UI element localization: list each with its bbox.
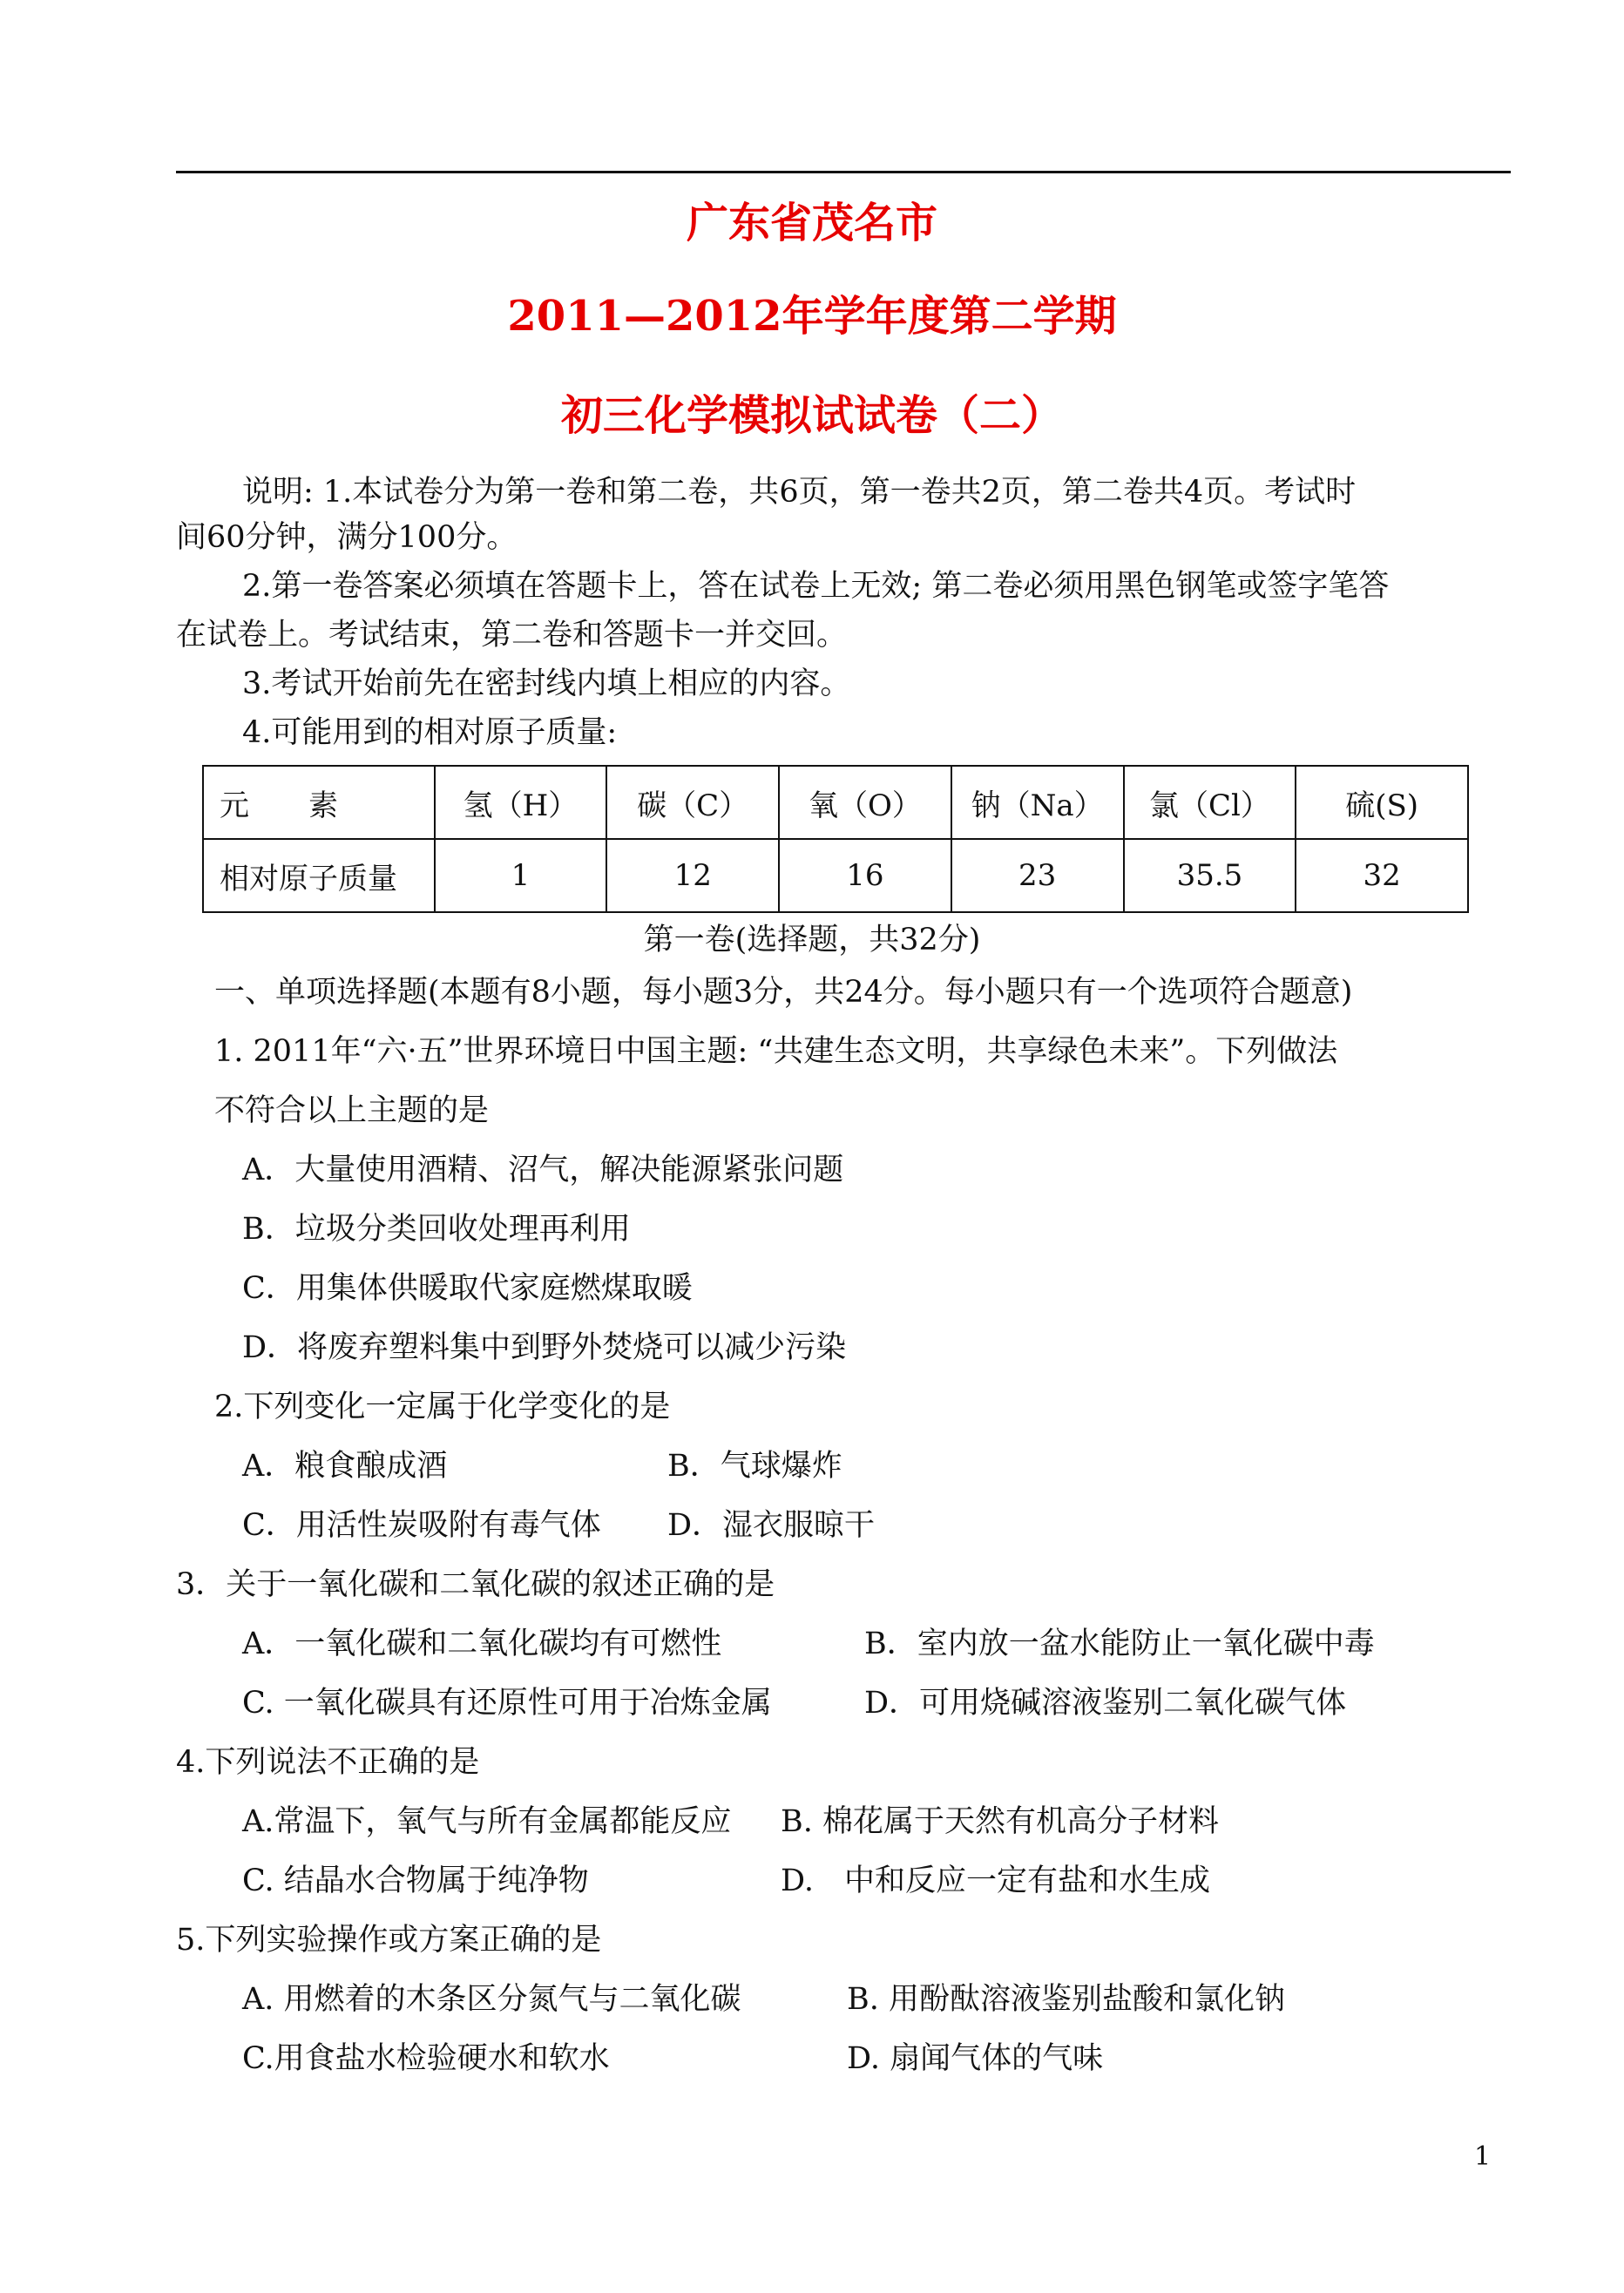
table-header-mass: 相对原子质量 (203, 839, 435, 912)
page-number: 1 (1474, 2141, 1492, 2172)
table-cell: 23 (951, 839, 1124, 912)
question-3-stem: 3．关于一氧化碳和二氧化碳的叙述正确的是 (176, 1567, 775, 1602)
question-1-stem: 1. 2011年“六·五”世界环境日中国主题: “共建生态文明，共享绿色未来”。下列做法 (214, 1034, 1338, 1069)
table-cell: 32 (1296, 839, 1468, 912)
part-title: 一、单项选择题(本题有8小题，每小题3分，共24分。每小题只有一个选项符合题意) (214, 975, 1353, 1010)
note-1b: 间60分钟，满分100分。 (176, 520, 518, 555)
title-term: 2011—2012年学年度第二学期 (507, 292, 1117, 341)
table-cell: 氢（H） (435, 766, 607, 839)
title-city: 广东省茂名市 (686, 199, 937, 247)
question-4-option-b: B. 棉花属于天然有机高分子材料 (781, 1804, 1219, 1839)
question-1-option-a: A．大量使用酒精、沼气，解决能源紧张问题 (242, 1153, 844, 1187)
question-4-option-a: A.常温下，氧气与所有金属都能反应 (242, 1804, 732, 1839)
title-exam: 初三化学模拟试试卷（二） (560, 391, 1063, 440)
note-4: 4.可能用到的相对原子质量: (242, 715, 618, 750)
table-cell: 氧（O） (779, 766, 951, 839)
table-cell: 钠（Na） (951, 766, 1124, 839)
note-1a: 说明: 1.本试卷分为第一卷和第二卷，共6页，第一卷共2页，第二卷共4页。考试时 (242, 475, 1357, 510)
question-5-option-a: A. 用燃着的木条区分氮气与二氧化碳 (242, 1982, 741, 2017)
question-2-option-b: B．气球爆炸 (667, 1449, 842, 1484)
question-3-option-b: B．室内放一盆水能防止一氧化碳中毒 (864, 1627, 1375, 1661)
table-row (203, 766, 1468, 839)
question-1-option-c: C．用集体供暖取代家庭燃煤取暖 (242, 1271, 693, 1306)
atomic-mass-table (202, 765, 1469, 913)
question-5-option-b: B. 用酚酞溶液鉴别盐酸和氯化钠 (847, 1982, 1285, 2017)
table-cell: 硫(S) (1296, 766, 1468, 839)
question-5-option-c: C.用食盐水检验硬水和软水 (242, 2041, 610, 2076)
question-2-option-c: C．用活性炭吸附有毒气体 (242, 1508, 601, 1543)
question-1-option-b: B．垃圾分类回收处理再利用 (242, 1212, 631, 1247)
header-rule (176, 171, 1511, 173)
note-3: 3.考试开始前先在密封线内填上相应的内容。 (242, 666, 851, 701)
question-3-option-c: C. 一氧化碳具有还原性可用于冶炼金属 (242, 1686, 772, 1721)
table-header-element: 元 素 (203, 766, 435, 839)
table-row (203, 839, 1468, 912)
table-cell: 35.5 (1124, 839, 1296, 912)
table-cell: 氯（Cl） (1124, 766, 1296, 839)
question-4-option-c: C. 结晶水合物属于纯净物 (242, 1863, 589, 1898)
table-cell: 1 (435, 839, 607, 912)
question-2-option-d: D．湿衣服晾干 (667, 1508, 876, 1543)
question-2-option-a: A．粮食酿成酒 (242, 1449, 448, 1484)
question-3-option-a: A．一氧化碳和二氧化碳均有可燃性 (242, 1627, 722, 1661)
table-cell: 12 (606, 839, 779, 912)
note-2b: 在试卷上。考试结束，第二卷和答题卡一并交回。 (176, 618, 848, 653)
table-cell: 16 (779, 839, 951, 912)
note-2a: 2.第一卷答案必须填在答题卡上，答在试卷上无效; 第二卷必须用黑色钢笔或签字笔答 (242, 569, 1390, 604)
table-cell: 碳（C） (606, 766, 779, 839)
question-1-stem-cont: 不符合以上主题的是 (214, 1093, 490, 1128)
question-5-stem: 5.下列实验操作或方案正确的是 (176, 1923, 602, 1958)
volume-title: 第一卷(选择题，共32分) (643, 923, 981, 957)
question-3-option-d: D．可用烧碱溶液鉴别二氧化碳气体 (864, 1686, 1347, 1721)
question-4-option-d: D. 中和反应一定有盐和水生成 (781, 1863, 1210, 1898)
question-5-option-d: D. 扇闻气体的气味 (847, 2041, 1104, 2076)
question-2-stem: 2.下列变化一定属于化学变化的是 (214, 1390, 671, 1424)
question-1-option-d: D．将废弃塑料集中到野外焚烧可以减少污染 (242, 1330, 847, 1365)
question-4-stem: 4.下列说法不正确的是 (176, 1745, 480, 1780)
